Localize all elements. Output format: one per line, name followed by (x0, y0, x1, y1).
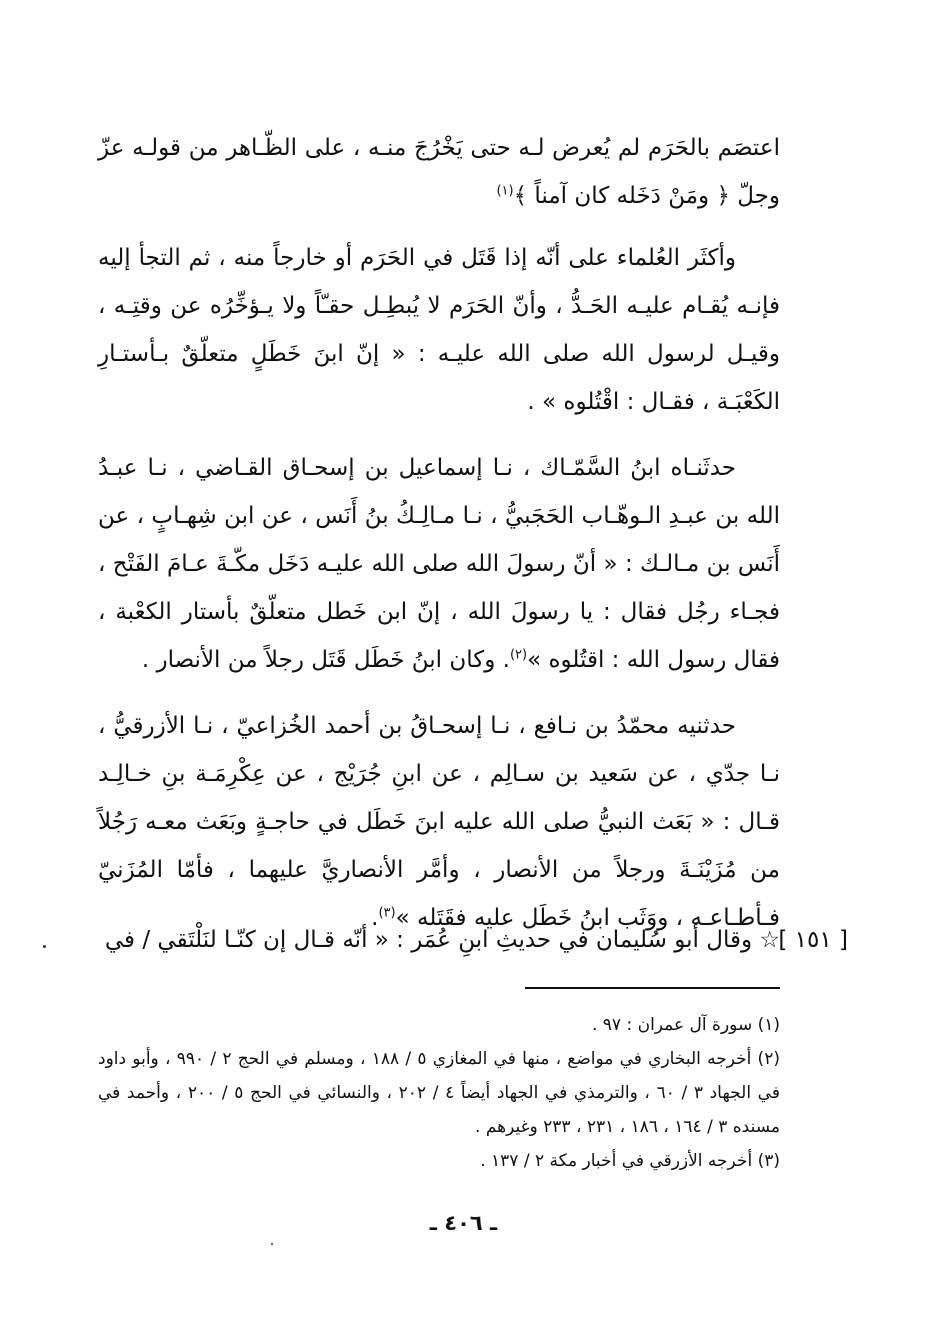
page-number: ـ ٤٠٦ ـ (429, 1211, 498, 1235)
footnote-2: (٢) أخرجه البخاري في مواضع ، منها في المغازي ٥ / ١٨٨ ، ومسلم في الحج ٢ / ٩٩٠ ، وأبو داود في الجهاد ٣ / ٦٠ ، والترمذي في الجهاد أيضاً ٤ / ٢٠٢ ، والنسائي في الحج ٥ / ٢٠٠ ، وأحمد في مسنده ٣ / ١٦٤ ، ١٨٦ ، ٢٣١ ، ٢٣٣ وغيرهم . (98, 1049, 780, 1137)
entry-number: [ ١٥١ ] (778, 927, 848, 953)
paragraph-1: اعتصَم بالحَرَم لم يُعرض لـه حتى يَخْرُجَ منـه ، على الظّـاهر من قولـه عزّ وجلّ ﴿ ومَنْ دَخَله كان آمناً ﴾$^{(١)}$ (98, 135, 780, 209)
footnote-3: (٣) أخرجه الأزرقي في أخبار مكة ٢ / ١٣٧ . (480, 1151, 780, 1171)
entry-text: ☆ وقال أبو سُليمان في حديثِ ابنِ عُمَر : « أنّه قـال إن كنّـا لنَلْتَقي / في (104, 927, 780, 953)
paragraph-2: وأكثَر العُلماء على أنّه إذا قَتَل في الحَرَم أو خارجاً منه ، ثم التجأ إليه فإنـه يُقـام عليـه الحَـدُّ ، وأنّ الحَرَم لا يُبطِـل حقـّاً ولا يـؤخِّرُه عن وقتِـه ، وقيـل لرسول الله صلى الله عليـه : « إنّ ابنَ خَطَلٍ متعلّقٌ بـأستـارِ الكَعْبَـة ، فقـال : اقْتُلوه » . (98, 245, 780, 415)
paragraph-3: حدثَنـاه ابنُ السَّمّـاك ، نـا إسماعيل بن إسحـاق القـاضي ، نـا عبـدُ الله بن عبـدِ الـوهّـاب الحَجَبيُّ ، نـا مـالِـكُ بنُ أَنَس ، عن ابن شِهـابٍ ، عن أَنَس بن مـالـك : « أنّ رسولَ الله صلى الله عليـه دَخَل مكّـةَ عـامَ الفَتْح ، فجـاء رجُل فقال : يا رسولَ الله ، إنّ ابن خَطل متعلّقٌ بأستار الكعْبة ، فقال رسول الله : اقتُلوه »$^{(٢)}$. وكان ابنُ خَطَل قَتَل رجلاً من الأنصار . (98, 455, 780, 673)
footnote-ref-3: (٣) (378, 905, 396, 921)
footnote-ref-1: (١) (496, 183, 514, 199)
footnote-divider (525, 987, 780, 989)
footnote-1: (١) سورة آل عمران : ٩٧ . (591, 1015, 780, 1035)
scan-speck (43, 945, 46, 948)
footnote-ref-2: (٢) (509, 647, 528, 663)
scan-speck (271, 1243, 273, 1245)
footnotes (98, 1008, 780, 1178)
paragraph-4: حدثنيه محمّدُ بن نـافع ، نـا إسحـاقُ بن أحمد الخُزاعيّ ، نـا الأزرقيُّ ، نـا جدّي ، عن سَعيد بن سـالِم ، عن ابنِ جُرَيْج ، عن عِكْرِمَـة بنِ خـالِـد قـال : « بَعَث النبيُّ صلى الله عليه ابنَ خَطَل في حاجـةٍ وبَعَث معـه رَجُلاً من مُزَيْنَـةَ ورجلاً من الأنصار ، وأمَّر الأنصاريَّ عليهما ، فأمّا المُزَنيّ فـأطـاعـه ، ووَثَب ابنُ خَطَل عليه فقَتَله »$^{(٣)}$. (98, 713, 780, 931)
main-text (98, 124, 780, 960)
